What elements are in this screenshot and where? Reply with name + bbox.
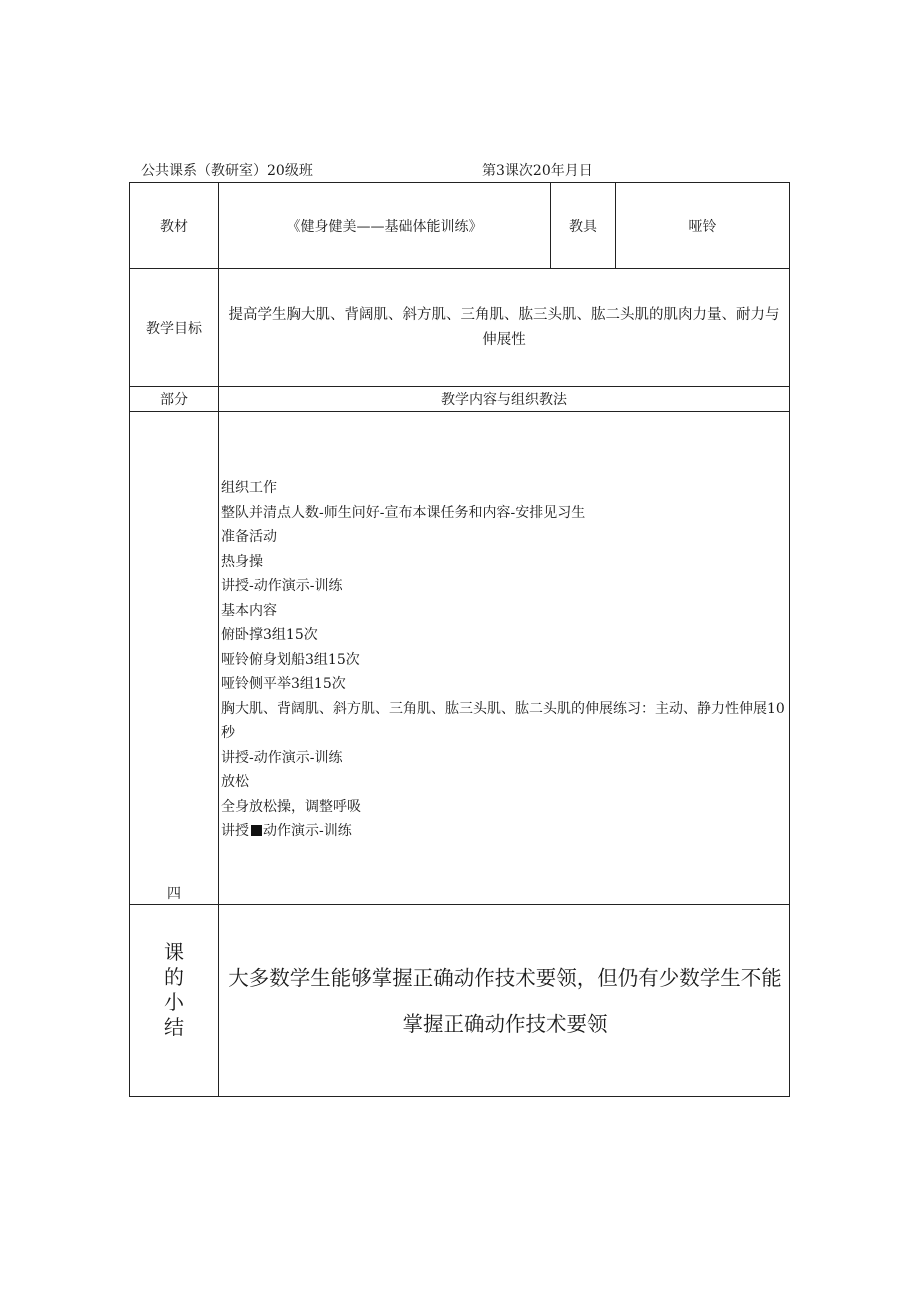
material-label: 教材 xyxy=(160,218,188,235)
content-line: 组织工作 xyxy=(221,480,277,496)
material-value: 《健身健美——基础体能训练》 xyxy=(286,218,483,235)
summary-label-char: 课 xyxy=(164,940,184,964)
summary-label-char: 结 xyxy=(164,1015,184,1039)
summary-text: 大多数学生能够掌握正确动作技术要领，但仍有少数学生不能掌握正确动作技术要领 xyxy=(228,966,782,1036)
content-line: 热身操 xyxy=(221,553,263,570)
content-line: 全身放松操，调整呼吸 xyxy=(221,798,361,815)
equipment-value: 哑铃 xyxy=(688,218,717,235)
content-line: 讲授-动作演示-训练 xyxy=(221,578,343,594)
content-line-suffix: 动作演示-训练 xyxy=(263,823,352,839)
goal-value: 提高学生胸大肌、背阔肌、斜方肌、三角肌、肱三头肌、肱二头肌的肌肉力量、耐力与伸展性 xyxy=(228,306,780,348)
content-line: 放松 xyxy=(221,774,249,790)
content-line: 整队并清点人数-师生问好-宣布本课任务和内容-安排见习生 xyxy=(221,504,586,521)
black-square-icon xyxy=(251,825,262,836)
content-line: 俯卧撑3组15次 xyxy=(221,627,318,643)
equipment-label: 教具 xyxy=(569,218,597,235)
header-lesson-info: 第3课次20年月日 xyxy=(482,163,593,179)
summary-label-char: 的 xyxy=(164,965,184,989)
summary-label-char: 小 xyxy=(164,990,184,1014)
part-mark: 四 xyxy=(167,886,181,902)
content-line: 基本内容 xyxy=(221,602,277,619)
part-header: 部分 xyxy=(160,392,188,408)
row-divider xyxy=(130,411,789,412)
content-line: 准备活动 xyxy=(221,529,277,545)
content-line: 胸大肌、背阔肌、斜方肌、三角肌、肱三头肌、肱二头肌的伸展练习：主动、静力性伸展10秒 xyxy=(221,700,785,741)
content-line: 哑铃侧平举3组15次 xyxy=(221,676,346,692)
content-line-prefix: 讲授 xyxy=(221,823,249,839)
goal-label: 教学目标 xyxy=(146,320,202,337)
content-line: 哑铃俯身划船3组15次 xyxy=(221,651,360,668)
lesson-plan-table xyxy=(129,182,790,1097)
teaching-content xyxy=(221,476,789,844)
summary-label xyxy=(130,940,218,1040)
content-header: 教学内容与组织教法 xyxy=(441,392,567,408)
header-class-info: 公共课系（教研室）20级班 xyxy=(141,163,313,179)
content-line: 讲授-动作演示-训练 xyxy=(221,749,343,766)
content-line-last xyxy=(221,819,789,844)
